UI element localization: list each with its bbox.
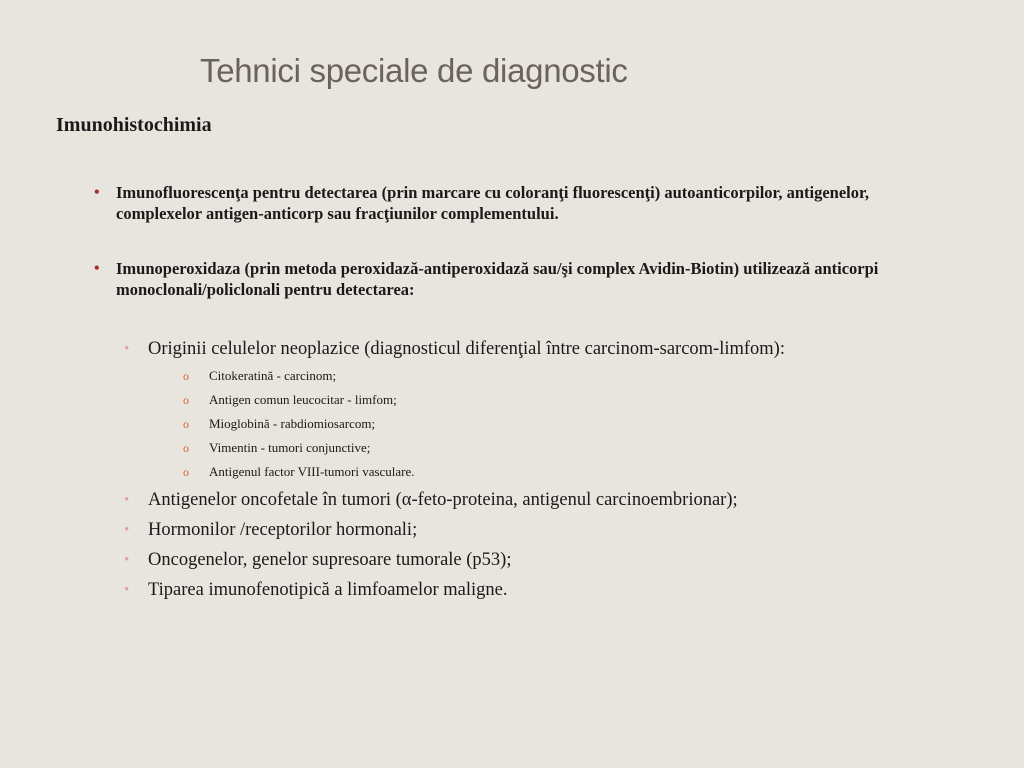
subbullet-immunophenotyping (124, 579, 508, 601)
subbullet-marker-icon: • (124, 522, 130, 538)
subbullet-marker-icon: • (124, 552, 130, 568)
marker-item-text: Mioglobină - rabdiomiosarcom; (209, 416, 376, 431)
marker-item (183, 464, 415, 480)
bullet-marker-icon: • (94, 260, 100, 277)
marker-item (183, 440, 371, 456)
subbullet-marker-icon: • (124, 492, 130, 508)
bullet-marker-icon: • (94, 184, 100, 201)
marker-item (183, 392, 397, 408)
marker-item-text: Antigen comun leucocitar - limfom; (209, 392, 397, 407)
subbullet-text: Oncogenelor, genelor supresoare tumorale (p53); (148, 550, 512, 570)
bullet-text: Imunoperoxidaza (prin metoda peroxidază-antiperoxidază sau/şi complex Avidin-Biotin) utilizează anticorpi monoclonali/policlonali pentru detectarea: (116, 259, 879, 299)
section-heading: Imunohistochimia (56, 114, 212, 136)
subbullet-text: Originii celulelor neoplazice (diagnosticul diferenţial între carcinom-sarcom-limfom): (148, 339, 785, 359)
marker-item (183, 416, 376, 432)
subbullet-marker-icon: • (124, 341, 130, 357)
circle-marker-icon: o (183, 441, 189, 455)
circle-marker-icon: o (183, 393, 189, 407)
marker-item-text: Vimentin - tumori conjunctive; (209, 440, 371, 455)
bullet-text: Imunofluorescenţa pentru detectarea (prin marcare cu coloranţi fluorescenţi) autoanticorpilor, antigenelor, complexelor antigen-anticorp sau fracţiunilor complementului. (116, 183, 869, 223)
subbullet-marker-icon: • (124, 582, 130, 598)
circle-marker-icon: o (183, 417, 189, 431)
subbullet-oncogenes (124, 549, 512, 571)
bullet-immunofluorescence (94, 182, 946, 224)
marker-item-text: Antigenul factor VIII-tumori vasculare. (209, 464, 415, 479)
subbullet-oncofetal-antigens (124, 489, 738, 511)
marker-item-text: Citokeratină - carcinom; (209, 368, 337, 383)
subbullet-text: Hormonilor /receptorilor hormonali; (148, 520, 418, 540)
subbullet-hormone-receptors (124, 519, 418, 541)
circle-marker-icon: o (183, 369, 189, 383)
subbullet-neoplastic-origin (124, 338, 785, 360)
slide-title: Tehnici speciale de diagnostic (200, 52, 628, 89)
subbullet-text: Tiparea imunofenotipică a limfoamelor maligne. (148, 580, 508, 600)
marker-item (183, 368, 337, 384)
subbullet-text: Antigenelor oncofetale în tumori (α-feto-proteina, antigenul carcinoembrionar); (148, 490, 738, 510)
circle-marker-icon: o (183, 465, 189, 479)
bullet-immunoperoxidase (94, 258, 946, 300)
